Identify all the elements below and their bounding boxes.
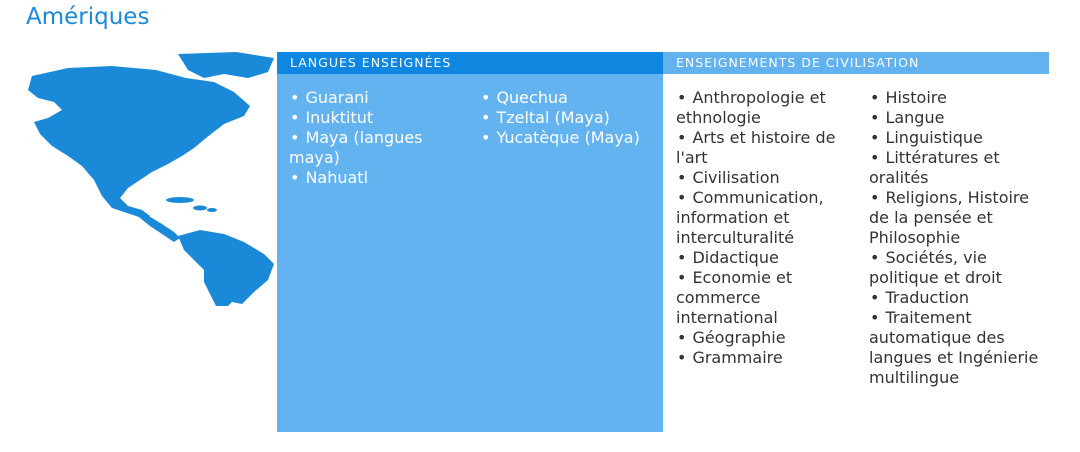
list-item: • Langue [870, 108, 945, 127]
list-item: • Sociétés, vie politique et droit [869, 248, 1002, 287]
list-item: • Tzeltal (Maya) [481, 108, 610, 127]
list-item: • Civilisation [677, 168, 780, 187]
list-item: • Didactique [677, 248, 779, 267]
list-item: • Nahuatl [290, 168, 369, 187]
list-item: • Communication, information et interculturalité [676, 188, 824, 247]
list-item: • Traduction [870, 288, 969, 307]
languages-list-col1 [289, 88, 464, 188]
list-item: • Guarani [290, 88, 369, 107]
languages-header [277, 52, 663, 74]
civilisation-panel [663, 52, 1049, 432]
list-item: • Anthropologie et ethnologie [676, 88, 826, 127]
list-item: • Maya (langues maya) [289, 128, 423, 167]
list-item: • Littératures et oralités [869, 148, 1000, 187]
list-item: • Inuktitut [290, 108, 374, 127]
languages-panel [277, 52, 663, 432]
list-item: • Religions, Histoire de la pensée et Philosophie [869, 188, 1029, 247]
list-item: • Histoire [870, 88, 947, 107]
list-item: • Linguistique [870, 128, 983, 147]
civilisation-header-label: ENSEIGNEMENTS DE CIVILISATION [676, 55, 920, 70]
americas-map-icon [28, 48, 278, 306]
list-item: • Quechua [481, 88, 568, 107]
list-item: • Arts et histoire de l'art [676, 128, 836, 167]
civilisation-list-col1 [676, 88, 848, 368]
list-item: • Economie et commerce international [676, 268, 793, 327]
civilisation-header [663, 52, 1049, 74]
list-item: • Traitement automatique des langues et Ingénierie multilingue [869, 308, 1039, 387]
languages-header-label: LANGUES ENSEIGNÉES [290, 55, 452, 70]
list-item: • Géographie [677, 328, 786, 347]
languages-list-col2 [480, 88, 663, 148]
list-item: • Grammaire [677, 348, 783, 367]
region-title: Amériques [26, 4, 150, 30]
civilisation-list-col2 [869, 88, 1039, 388]
list-item: • Yucatèque (Maya) [481, 128, 640, 147]
